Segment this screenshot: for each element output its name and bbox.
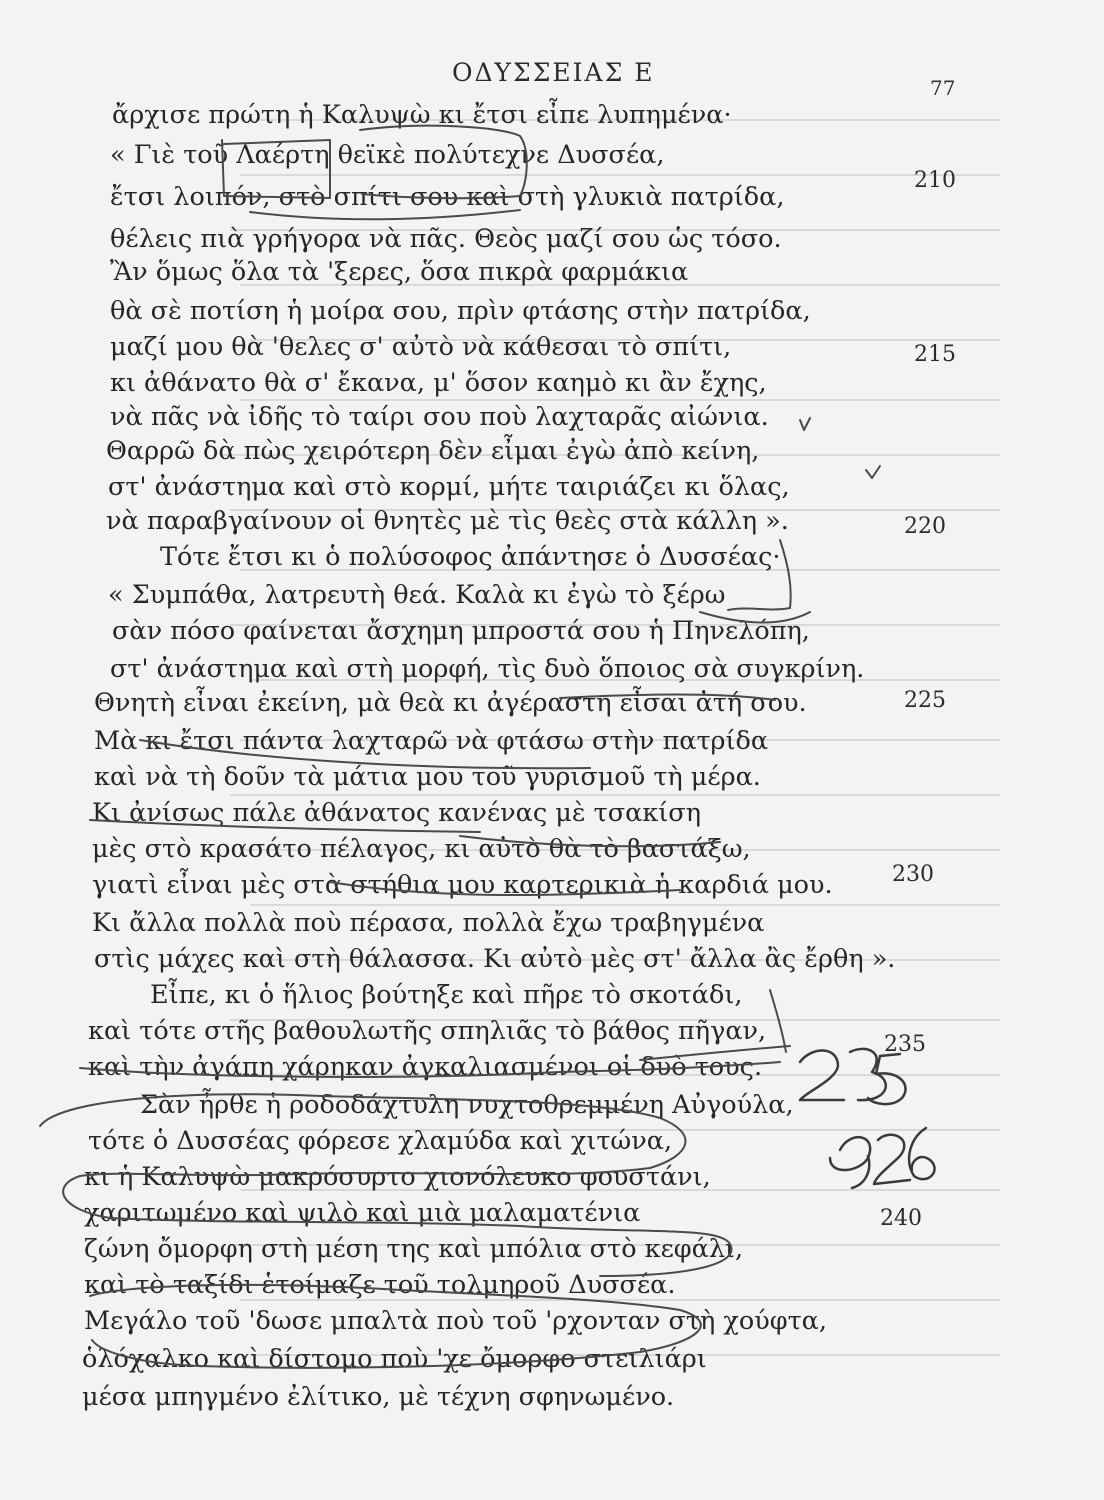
- line-number: 230: [892, 862, 934, 887]
- verse-line: « Συμπάθα, λατρευτὴ θεά. Καλὰ κι ἐγὼ τὸ ξέρω: [108, 580, 726, 610]
- verse-line: χαριτωμένο καὶ ψιλὸ καὶ μιὰ μαλαματένια: [84, 1198, 641, 1228]
- verse-line: ὁλόχαλκο καὶ δίστομο ποὺ 'χε ὄμορφο στειλιάρι: [82, 1344, 707, 1374]
- verse-line: Εἶπε, κι ὁ ἥλιος βούτηξε καὶ πῆρε τὸ σκοτάδι,: [150, 980, 743, 1010]
- verse-line: Θνητὴ εἶναι ἐκείνη, μὰ θεὰ κι ἀγέραστη εἶσαι ἀτή σου.: [94, 688, 807, 718]
- line-number: 220: [904, 514, 946, 539]
- verse-line: καὶ τὸ ταξίδι ἑτοίμαζε τοῦ τολμηροῦ Δυσσέα.: [84, 1270, 676, 1300]
- verse-line: μαζί μου θὰ 'θελες σ' αὐτὸ νὰ κάθεσαι τὸ σπίτι,: [110, 332, 732, 362]
- verse-line: Μεγάλο τοῦ 'δωσε μπαλτὰ ποὺ τοῦ 'ρχονταν στὴ χούφτα,: [84, 1306, 828, 1336]
- line-number: 210: [914, 168, 956, 193]
- verse-line: σὰν πόσο φαίνεται ἄσχημη μπροστά σου ἡ Πηνελόπη,: [112, 616, 810, 646]
- verse-line: μὲς στὸ κρασάτο πέλαγος, κι αὐτὸ θὰ τὸ βαστάξω,: [92, 834, 751, 864]
- tick-mark: [866, 466, 880, 478]
- verse-line: νὰ πᾶς νὰ ἰδῆς τὸ ταίρι σου ποὺ λαχταρᾶς αἰώνια.: [110, 402, 769, 432]
- verse-line: Θαρρῶ δὰ πὼς χειρότερη δὲν εἶμαι ἐγὼ ἀπὸ κείνη,: [106, 436, 760, 466]
- verse-line: κι ἀθάνατο θὰ σ' ἔκανα, μ' ὅσον καημὸ κι ἂν ἔχης,: [110, 368, 767, 398]
- verse-line: Κι ἄλλα πολλὰ ποὺ πέρασα, πολλὰ ἔχω τραβηγμένα: [92, 908, 765, 938]
- verse-line: Ἂν ὅμως ὅλα τὰ 'ξερες, ὅσα πικρὰ φαρμάκια: [110, 257, 689, 287]
- verse-line: ἔτσι λοιπόν, στὸ σπίτι σου καὶ στὴ γλυκιὰ πατρίδα,: [110, 182, 785, 212]
- verse-line: θὰ σὲ ποτίση ἡ μοίρα σου, πρὶν φτάσης στὴν πατρίδα,: [110, 296, 811, 326]
- verse-line: ζώνη ὄμορφη στὴ μέση της καὶ μπόλια στὸ κεφάλι,: [84, 1234, 744, 1264]
- page-number: 77: [930, 76, 956, 100]
- verse-line: στὶς μάχες καὶ στὴ θάλασσα. Κι αὐτὸ μὲς στ' ἄλλα ἂς ἔρθη ».: [94, 944, 896, 974]
- verse-line: Τότε ἔτσι κι ὁ πολύσοφος ἀπάντησε ὁ Δυσσέας·: [160, 542, 781, 572]
- line-number: 240: [880, 1206, 922, 1231]
- tick-mark: [800, 418, 810, 430]
- verse-line: στ' ἀνάστημα καὶ στὸ κορμί, μήτε ταιριάζει κι ὅλας,: [108, 472, 790, 502]
- verse-line: μέσα μπηγμένο ἐλίτικο, μὲ τέχνη σφηνωμένο.: [82, 1382, 675, 1412]
- verse-line: τότε ὁ Δυσσέας φόρεσε χλαμύδα καὶ χιτώνα,: [88, 1126, 673, 1156]
- line-number: 235: [884, 1032, 926, 1057]
- handwritten-number-926: [830, 1128, 935, 1188]
- verse-line: νὰ παραβγαίνουν οἱ θνητὲς μὲ τὶς θεὲς στὰ κάλλη ».: [106, 506, 789, 536]
- verse-line: ἄρχισε πρώτη ἡ Καλυψὼ κι ἔτσι εἶπε λυπημένα·: [112, 100, 732, 130]
- handwritten-number-235: [800, 1049, 906, 1104]
- verse-line: καὶ νὰ τὴ δοῦν τὰ μάτια μου τοῦ γυρισμοῦ τὴ μέρα.: [94, 762, 761, 792]
- line-number: 225: [904, 688, 946, 713]
- verse-line: Μὰ κι ἔτσι πάντα λαχταρῶ νὰ φτάσω στὴν πατρίδα: [94, 726, 769, 756]
- verse-line: γιατὶ εἶναι μὲς στὰ στήθια μου καρτερικιὰ ἡ καρδιά μου.: [92, 870, 833, 900]
- verse-line: « Γιὲ τοῦ Λαέρτη θεϊκὲ πολύτεχνε Δυσσέα,: [110, 140, 665, 170]
- verse-line: θέλεις πιὰ γρήγορα νὰ πᾶς. Θεὸς μαζί σου ὡς τόσο.: [110, 224, 782, 254]
- verse-line: στ' ἀνάστημα καὶ στὴ μορφή, τὶς δυὸ ὅποιος σὰ συγκρίνη.: [110, 654, 865, 684]
- line-number: 215: [914, 342, 956, 367]
- bracket-mark: [770, 990, 786, 1052]
- verse-line: καὶ τότε στῆς βαθουλωτῆς σπηλιᾶς τὸ βάθος πῆγαν,: [88, 1016, 767, 1046]
- verse-line: Σὰν ἦρθε ἡ ροδοδάχτυλη νυχτοθρεμμένη Αὐγούλα,: [140, 1090, 794, 1120]
- verse-line: Κι ἀνίσως πάλε ἀθάνατος κανένας μὲ τσακίση: [92, 798, 701, 828]
- page-header-title: ΟΔΥΣΣΕΙΑΣ Ε: [452, 58, 655, 87]
- verse-line: καὶ τὴν ἀγάπη χάρηκαν ἀγκαλιασμένοι οἱ δυὸ τους.: [88, 1052, 763, 1082]
- verse-line: κι ἡ Καλυψὼ μακρόσυρτο χιονόλευκο φουστάνι,: [84, 1162, 711, 1192]
